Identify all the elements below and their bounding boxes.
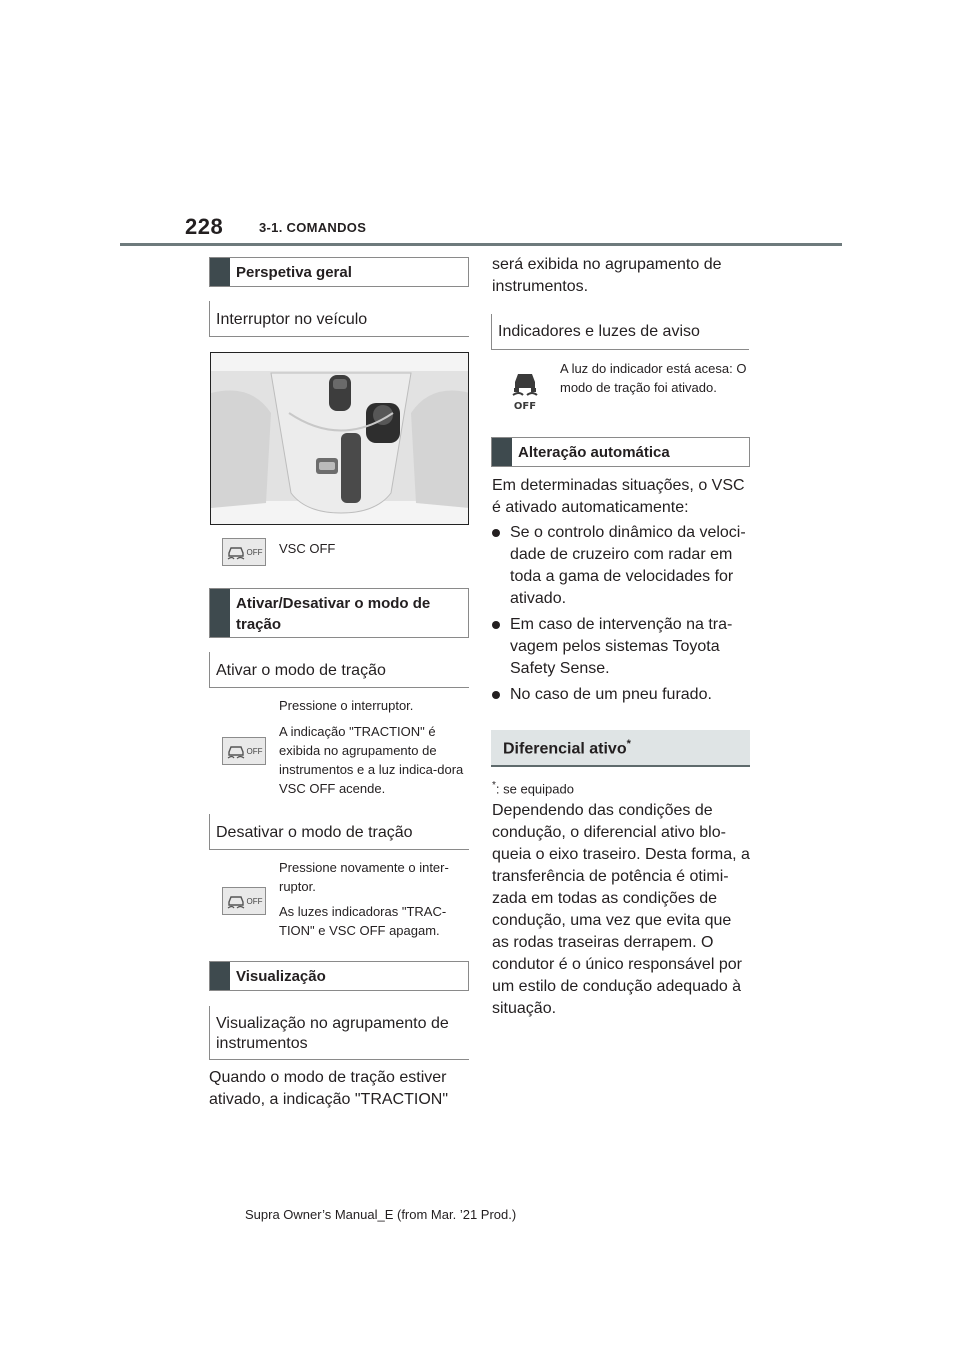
section-perspetiva-geral <box>209 257 469 287</box>
header-rule <box>120 243 842 246</box>
visualizacao-text: Quando o modo de tração estiver ativado, a indicação "TRACTION" <box>209 1069 449 1108</box>
bullet-dot <box>492 621 500 629</box>
switch-photo <box>210 352 469 525</box>
section-title: Visualização <box>236 968 326 985</box>
section-diferencial-ativo <box>491 730 750 767</box>
page-number: 228 <box>185 214 224 239</box>
chapter-title: 3-1. COMANDOS <box>259 220 367 235</box>
ativar-step-1: Pressione o interruptor. <box>279 698 414 713</box>
subheading-desativar: Desativar o modo de tração <box>209 814 469 850</box>
desativar-step-1: Pressione novamente o inter-ruptor. <box>279 860 449 894</box>
diferencial-text: Dependendo das condições de condução, o diferencial ativo blo-queia o eixo traseiro. Desta forma, a transferência de potência é otimi-zada em todas as condições de condução, uma vez que evita que as rodas traseiras derrapem. O condutor é o único responsável por um estilo de condução adequado à situação. <box>492 802 750 1017</box>
list-item: Em caso de intervenção na tra-vagem pelos sistemas Toyota Safety Sense. <box>492 614 750 680</box>
footnote: *: se equipado <box>492 780 574 797</box>
section-visualizacao <box>209 961 469 991</box>
vsc-off-icon: OFF <box>222 887 266 915</box>
alteracao-intro: Em determinadas situações, o VSC é ativado automaticamente: <box>492 477 745 516</box>
vsc-off-label: VSC OFF <box>279 541 336 556</box>
traction-off-indicator-icon <box>510 368 540 412</box>
subheading-interruptor: Interruptor no veículo <box>209 301 469 337</box>
list-item: Se o controlo dinâmico da veloci-dade de cruzeiro com radar em toda a gama de velocidades for ativado. <box>492 522 750 610</box>
footer-text: Supra Owner’s Manual_E (from Mar. ’21 Prod.) <box>245 1207 517 1222</box>
indicator-description: A luz do indicador está acesa: O modo de tração foi ativado. <box>560 361 747 395</box>
vsc-off-icon: OFF <box>222 538 266 566</box>
section-title: Alteração automática <box>518 444 670 461</box>
section-alteracao-automatica <box>491 437 750 467</box>
section-title: Diferencial ativo <box>503 740 627 758</box>
ativar-step-2: A indicação "TRACTION" é exibida no agrupamento de instrumentos e a luz indica-dora VSC OFF acende. <box>279 724 464 796</box>
section-title: Ativar/Desativar o modo de tração <box>236 595 431 633</box>
equipped-asterisk: * <box>626 738 631 750</box>
subheading-visualizacao: Visualização no agrupamento de instrumentos <box>209 1006 469 1060</box>
section-title: Perspetiva geral <box>236 264 352 281</box>
vsc-off-icon: OFF <box>222 737 266 765</box>
bullet-dot <box>492 691 500 699</box>
section-ativar-desativar <box>209 588 469 638</box>
svg-text:OFF: OFF <box>513 401 537 412</box>
continuation-text: será exibida no agrupamento de instrumentos. <box>492 256 722 295</box>
subheading-indicadores: Indicadores e luzes de aviso <box>491 314 749 350</box>
subheading-ativar: Ativar o modo de tração <box>209 652 469 688</box>
desativar-step-2: As luzes indicadoras "TRAC-TION" e VSC OFF apagam. <box>279 904 447 938</box>
bullet-dot <box>492 529 500 537</box>
list-item: No caso de um pneu furado. <box>492 684 750 706</box>
